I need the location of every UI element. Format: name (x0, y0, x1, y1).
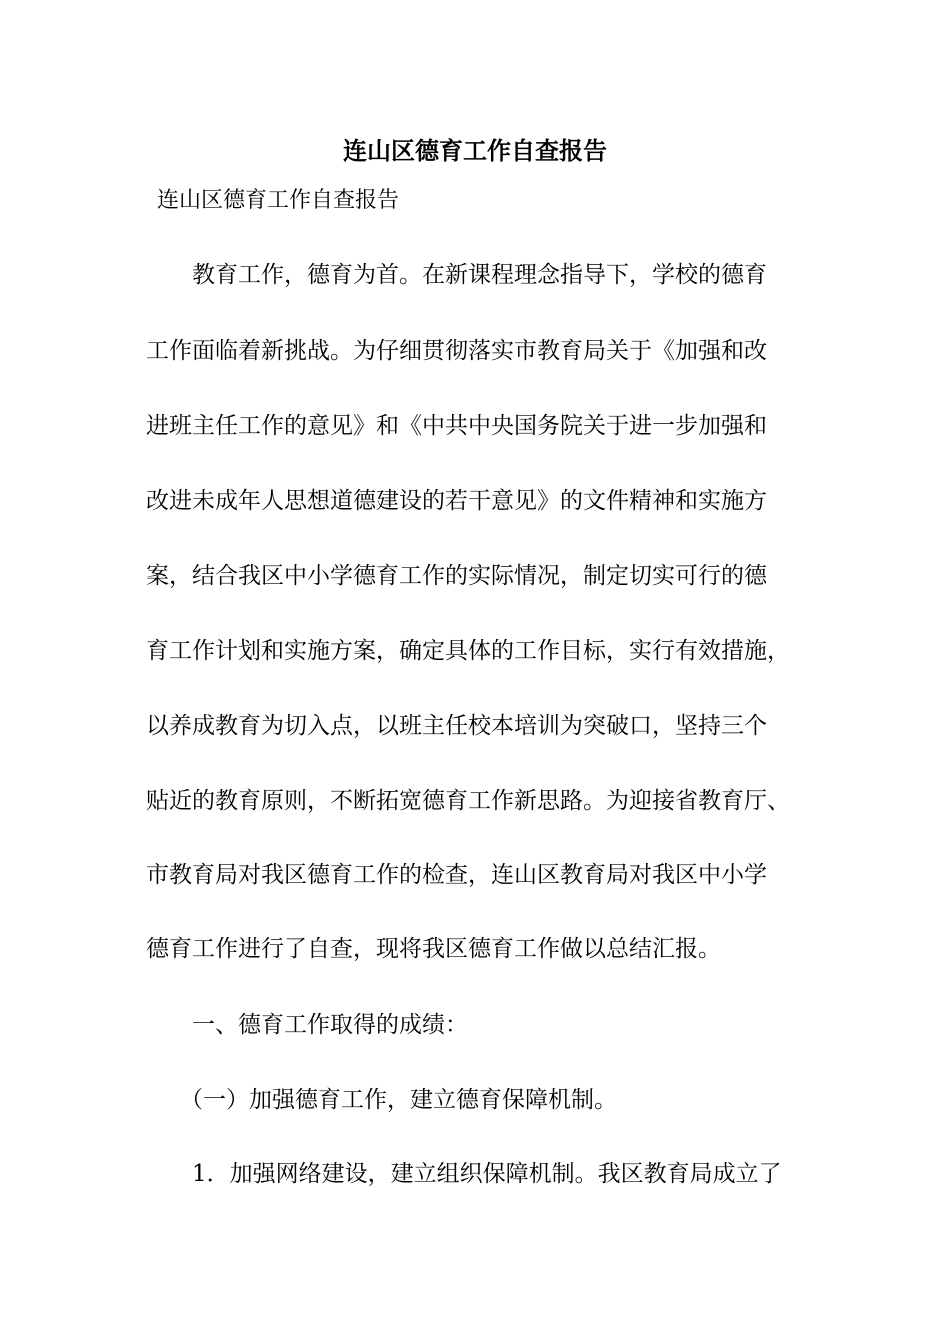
subsection-heading: （一）加强德育工作，建立德育保障机制。 (180, 1087, 617, 1113)
paragraph-line: 进班主任工作的意见》和《中共中央国务院关于进一步加强和 (146, 413, 767, 439)
paragraph-line: 德育工作进行了自查，现将我区德育工作做以总结汇报。 (146, 936, 721, 962)
paragraph-line: 以养成教育为切入点，以班主任校本培训为突破口，坚持三个 (146, 713, 767, 739)
paragraph-line: 教育工作，德育为首。在新课程理念指导下，学校的德育 (192, 262, 767, 288)
paragraph-line: 贴近的教育原则，不断拓宽德育工作新思路。为迎接省教育厅、 (146, 788, 790, 814)
section-heading: 一、德育工作取得的成绩： (192, 1012, 468, 1038)
document-title: 连山区德育工作自查报告 (343, 136, 607, 165)
paragraph-line: 1．加强网络建设，建立组织保障机制。我区教育局成立了 (192, 1161, 782, 1187)
paragraph-line: 工作面临着新挑战。为仔细贯彻落实市教育局关于《加强和改 (146, 338, 767, 364)
paragraph-line: 市教育局对我区德育工作的检查，连山区教育局对我区中小学 (146, 862, 767, 888)
paragraph-line: 案，结合我区中小学德育工作的实际情况，制定切实可行的德 (146, 563, 767, 589)
paragraph-line: 改进未成年人思想道德建设的若干意见》的文件精神和实施方 (146, 488, 767, 514)
paragraph-line: 育工作计划和实施方案，确定具体的工作目标，实行有效措施， (146, 638, 790, 664)
document-subtitle: 连山区德育工作自查报告 (157, 188, 400, 213)
